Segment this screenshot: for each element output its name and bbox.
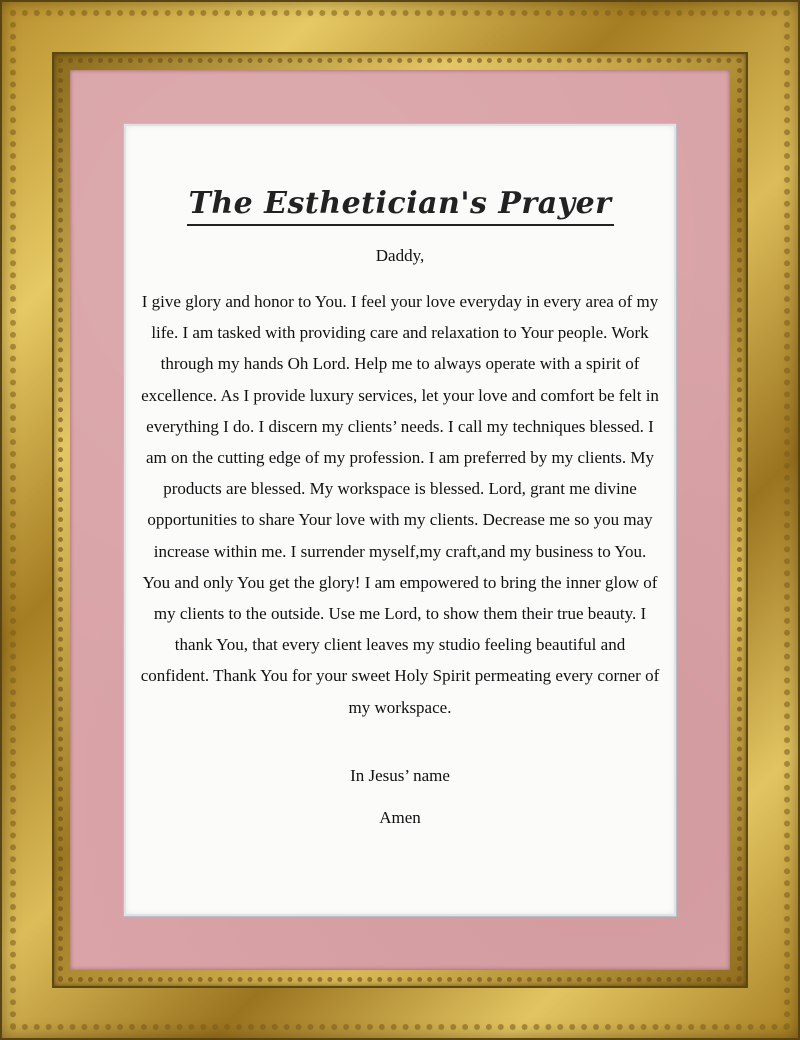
prayer-closing: In Jesus’ name xyxy=(350,766,450,785)
prayer-greeting: Daddy, xyxy=(375,246,425,265)
prayer-body: I give glory and honor to You. I feel your love everyday in every area of my life. I am tasked with providing care and relaxation to Your people. Work through my hands Oh Lord. Help me to always operate with a spirit of excellence. As I provide luxury services, let your love and comfort be felt in everything I do. I discern my clients’ needs. I call my techniques blessed. I am on the cutting edge of my profession. I am preferred by my clients. My products are blessed. My workspace is blessed. Lord, grant me divine opportunities to share Your love with my clients. Decrease me so you may increase within me. I surrender myself,my craft,and my business to You. You and only You get the glory! I am empowered to bring the inner glow of my clients to the outside. Use me Lord, to show them their true beauty. I thank You, that every client leaves my studio feeling beautiful and confident. Thank You for your sweet Holy Spirit permeating every corner of my workspace. xyxy=(140,292,660,717)
prayer-title-text: The Esthetician's Prayer xyxy=(187,187,614,226)
prayer-amen: Amen xyxy=(379,808,421,827)
prayer-paper xyxy=(124,124,676,916)
prayer-title xyxy=(126,184,674,226)
